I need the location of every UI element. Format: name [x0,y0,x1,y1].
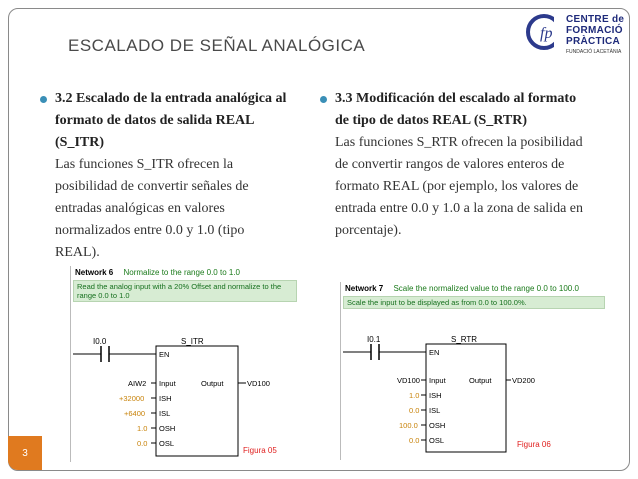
network-label: Network 7 [345,284,384,293]
contact-label: I0.1 [367,335,381,344]
pin-value: +32000 [119,394,145,403]
en-pin: EN [159,350,170,359]
network-note: Normalize to the range 0.0 to 1.0 [123,268,240,277]
ladder-figure-s-itr [70,266,300,462]
pin-name: ISH [429,391,442,400]
output-pin: Output [201,379,224,388]
pin-name: Input [429,376,446,385]
output-value: VD200 [512,376,535,385]
pin-value: 0.0 [409,406,420,415]
ladder-figure-s-rtr [340,282,610,460]
left-heading: 3.2 Escalado de la entrada analógica al formato de datos de salida REAL (S_ITR) [55,91,287,150]
logo-brand-text: CENTRE de FORMACIÓ PRÀCTICA [566,14,625,47]
pin-value: 0.0 [137,439,148,448]
left-body: Las funciones S_ITR ofrecen la posibilidad de convertir señales de entradas analógicas en valores normalizados entre 0.0 y 1.0 (tipo REAL). [55,157,249,260]
cfp-logo-icon [526,8,566,58]
pin-value: +6400 [124,409,146,418]
network-comment: Read the analog input with a 20% Offset and normalize to the range 0.0 to 1.0 [73,280,297,302]
pin-value: 1.0 [409,391,420,400]
bullet-icon [320,96,327,103]
right-heading: 3.3 Modificación del escalado al formato de tipo de datos REAL (S_RTR) [335,91,577,128]
pin-name: Input [159,379,176,388]
network-note: Scale the normalized value to the range 0.0 to 100.0 [393,284,579,293]
block-name: S_ITR [181,337,204,346]
figure-caption: Figura 05 [243,446,277,455]
page-number-badge: 3 [8,436,42,470]
slide-title: ESCALADO DE SEÑAL ANALÓGICA [68,36,366,55]
right-column [320,88,590,242]
pin-name: ISL [429,406,441,415]
pin-value: AIW2 [128,379,147,388]
bullet-icon [40,96,47,103]
logo [526,8,630,58]
pin-name: ISH [159,394,172,403]
pin-value: 0.0 [409,436,420,445]
right-body: Las funciones S_RTR ofrecen la posibilidad de convertir rangos de valores enteros de formato REAL (por ejemplo, los valores de entrada entre 0.0 y 1.0 a la zona de salida en porcentaje). [335,135,584,238]
pin-value: 1.0 [137,424,148,433]
en-pin: EN [429,348,440,357]
output-pin: Output [469,376,492,385]
pin-value: VD100 [397,376,420,385]
pin-name: OSH [429,421,446,430]
pin-name: ISL [159,409,171,418]
pin-value: 100.0 [399,421,418,430]
left-column [40,88,290,264]
svg-text:fp: fp [540,25,553,42]
pin-name: OSL [429,436,445,445]
pin-name: OSL [159,439,175,448]
ladder-diagram [71,266,301,462]
network-comment: Scale the input to be displayed as from 0.0 to 100.0%. [343,296,605,309]
ladder-diagram [341,282,611,460]
pin-name: OSH [159,424,176,433]
block-name: S_RTR [451,335,478,344]
output-value: VD100 [247,379,270,388]
network-label: Network 6 [75,268,114,277]
figure-caption: Figura 06 [517,440,551,449]
logo-subtitle: FUNDACIÓ LACETÀNIA [566,49,622,55]
contact-label: I0.0 [93,337,107,346]
